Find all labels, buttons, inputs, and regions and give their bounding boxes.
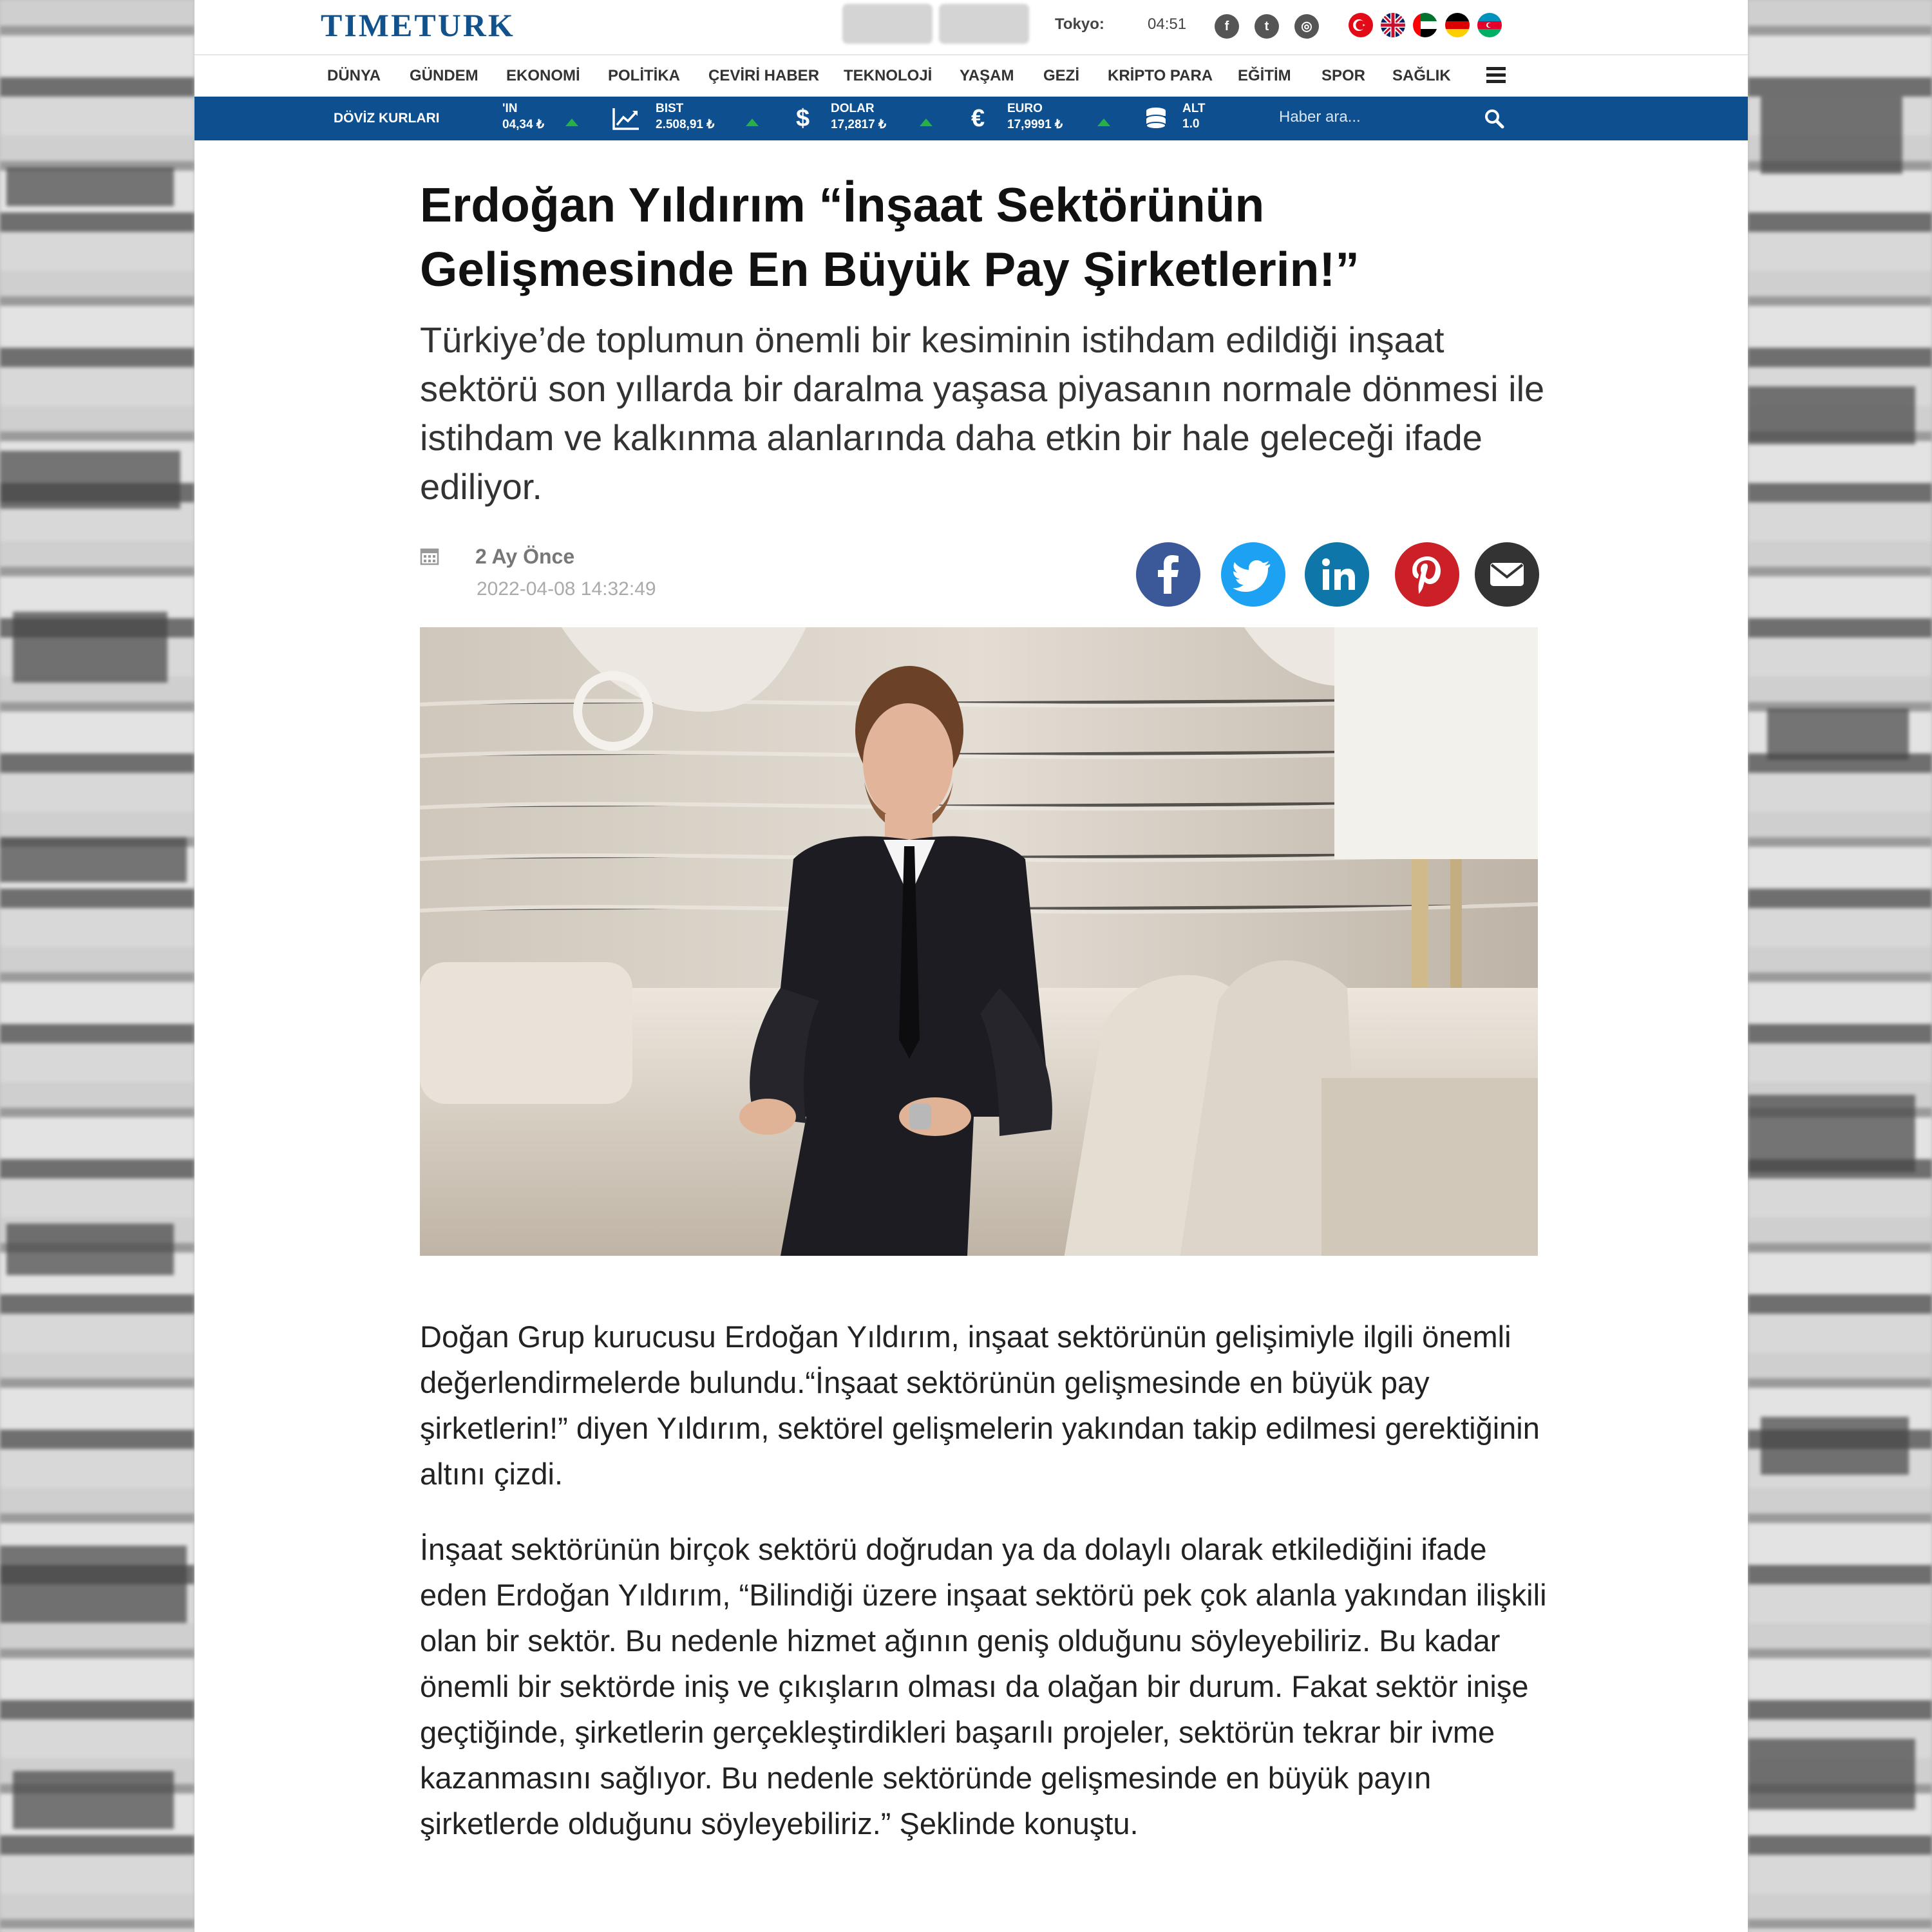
ticker-value: 2.508,91 ₺ <box>656 118 715 131</box>
ticker-value: 1.0 <box>1182 117 1200 131</box>
currency-bar-title: DÖVİZ KURLARI <box>334 111 440 126</box>
share-twitter-button[interactable] <box>1221 542 1285 607</box>
ticker-name: DOLAR <box>831 102 875 115</box>
up-arrow-icon <box>746 118 759 126</box>
clock-time: 04:51 <box>1148 15 1187 33</box>
currency-ticker[interactable] <box>1182 102 1206 131</box>
chart-up-icon <box>612 106 640 137</box>
up-arrow-icon <box>1097 118 1110 126</box>
search-icon[interactable] <box>1482 107 1506 130</box>
pinterest-icon <box>1395 542 1459 607</box>
nav-item-egitim[interactable]: EĞİTİM <box>1238 67 1291 84</box>
share-linkedin-button[interactable] <box>1305 542 1369 607</box>
article-paragraph: Doğan Grup kurucusu Erdoğan Yıldırım, inşaat sektörünün gelişimiyle ilgili önemli değerlendirmelerde bulundu.“İnşaat sektörünün gelişmesinde en büyük pay şirketlerin!” diyen Yıldırım, sektörel gelişmelerin yakından takip edilmesi gerektiğinin altını çizdi. <box>420 1320 1540 1491</box>
currency-ticker[interactable] <box>656 102 714 132</box>
up-arrow-icon <box>565 118 578 126</box>
ticker-name: ALT <box>1182 102 1206 115</box>
up-arrow-icon <box>920 118 933 126</box>
linkedin-icon <box>1305 542 1369 607</box>
envelope-icon <box>1475 542 1539 607</box>
nav-item-saglik[interactable]: SAĞLIK <box>1392 67 1451 84</box>
nav-item-spor[interactable]: SPOR <box>1321 67 1366 84</box>
promo-thumbnail[interactable] <box>939 4 1029 44</box>
ticker-value: 17,9991 ₺ <box>1007 118 1063 131</box>
facebook-icon[interactable]: f <box>1215 14 1239 39</box>
nav-item-politika[interactable]: POLİTİKA <box>608 67 680 84</box>
article-title: Erdoğan Yıldırım “İnşaat Sektörünün Gelişmesinde En Büyük Pay Şirketlerin!” <box>420 178 1359 296</box>
instagram-icon[interactable]: ◎ <box>1294 14 1319 39</box>
ticker-name: 'IN <box>502 102 518 115</box>
page <box>194 0 1748 1932</box>
article-photo[interactable] <box>420 627 1538 1256</box>
ticker-value: 04,34 ₺ <box>502 118 544 131</box>
currency-ticker[interactable] <box>502 102 544 132</box>
time-ago: 2 Ay Önce <box>475 545 575 568</box>
flag-uk-icon[interactable] <box>1381 13 1405 37</box>
background-left <box>0 0 194 1932</box>
article-lead: Türkiye’de toplumun önemli bir kesiminin istihdam edildiği inşaat sektörü son yıllarda bir daralma yaşasa piyasanın normale dönmesi ile istihdam ve kalkınma alanlarında daha etkin bir hale geleceği ifade ediliyor. <box>420 319 1545 507</box>
euro-icon: € <box>971 105 985 132</box>
currency-ticker[interactable] <box>831 102 886 132</box>
currency-bar <box>194 97 1748 140</box>
gold-coins-icon <box>1144 106 1168 137</box>
promo-thumbnail[interactable] <box>842 4 933 44</box>
flag-uae-icon[interactable] <box>1413 13 1437 37</box>
background-right <box>1748 0 1932 1932</box>
article-paragraph: İnşaat sektörünün birçok sektörü doğrudan ya da dolaylı olarak etkilediğini ifade eden Erdoğan Yıldırım, “Bilindiği üzere inşaat sektörü pek çok alanla yakından ilişkili olan bir sektör. Bu nedenle hizmet ağının geniş olduğunu söyleyebiliriz. Bu kadar önemli bir sektörde iniş ve çıkışların olması da olağan bir durum. Fakat sektör inişe geçtiğinde, şirketlerin gerçekleştirdikleri başarılı projeler, sektörün tekrar bir ivme kazanmasını sağlıyor. Bu nedenle sektöründe gelişmesinde en büyük payın şirketlerde olduğunu söyleyebiliriz.” Şeklinde konuştu. <box>420 1532 1547 1841</box>
nav-item-ekonomi[interactable]: EKONOMİ <box>506 67 580 84</box>
nav-item-ceviri-haber[interactable]: ÇEVİRİ HABER <box>708 67 820 84</box>
facebook-icon <box>1136 542 1200 607</box>
share-pinterest-button[interactable] <box>1395 542 1459 607</box>
clock-city: Tokyo: <box>1055 15 1104 33</box>
share-facebook-button[interactable] <box>1136 542 1200 607</box>
nav-item-dunya[interactable]: DÜNYA <box>327 67 381 84</box>
nav-item-yasam[interactable]: YAŞAM <box>960 67 1014 84</box>
currency-ticker[interactable] <box>1007 102 1063 132</box>
ticker-value: 17,2817 ₺ <box>831 118 887 131</box>
twitter-icon[interactable]: t <box>1255 14 1279 39</box>
calendar-icon <box>420 546 439 565</box>
search-input[interactable]: Haber ara... <box>1279 108 1361 126</box>
nav-item-gundem[interactable]: GÜNDEM <box>410 67 478 84</box>
main-nav <box>194 55 1748 95</box>
ticker-name: EURO <box>1007 102 1043 115</box>
ticker-name: BIST <box>656 102 684 115</box>
dollar-icon: $ <box>796 105 810 132</box>
share-email-button[interactable] <box>1475 542 1539 607</box>
nav-item-gezi[interactable]: GEZİ <box>1043 67 1080 84</box>
nav-item-teknoloji[interactable]: TEKNOLOJİ <box>844 67 933 84</box>
top-bar <box>194 0 1748 55</box>
site-logo[interactable]: TIMETURK <box>321 7 515 43</box>
article-photo-illustration <box>420 627 1538 1256</box>
flag-germany-icon[interactable] <box>1445 13 1470 37</box>
menu-icon[interactable] <box>1486 67 1506 84</box>
twitter-icon <box>1221 542 1285 607</box>
flag-azerbaijan-icon[interactable] <box>1477 13 1502 37</box>
nav-item-kripto-para[interactable]: KRİPTO PARA <box>1108 67 1213 84</box>
publish-date: 2022-04-08 14:32:49 <box>477 578 656 600</box>
flag-turkey-icon[interactable] <box>1349 13 1373 37</box>
